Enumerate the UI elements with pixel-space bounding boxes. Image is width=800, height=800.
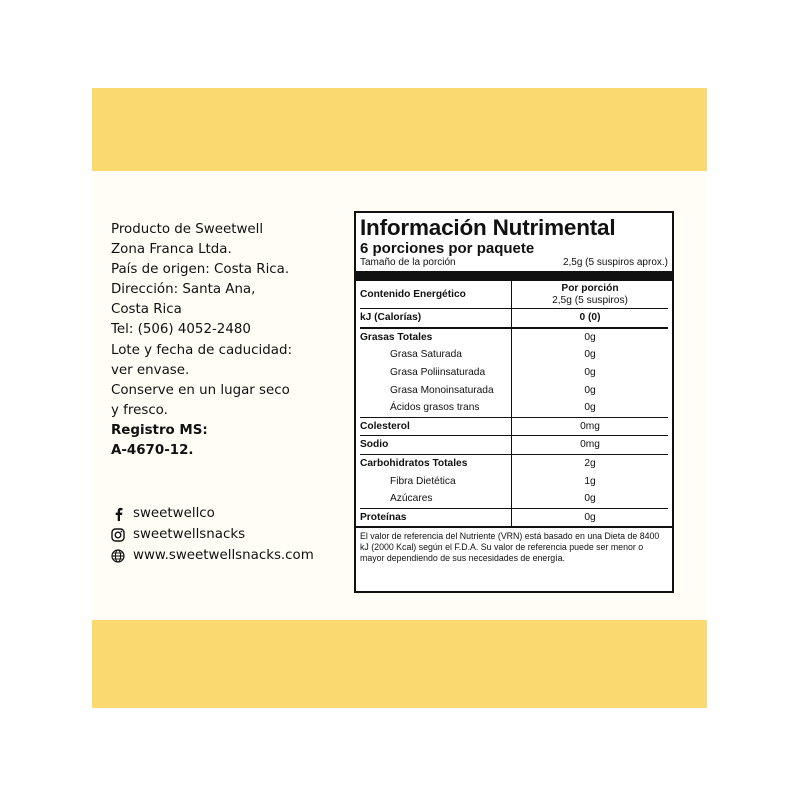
nutrient-label: Proteínas [360,508,512,526]
nutrition-title: Información Nutrimental [360,215,616,240]
website-link[interactable] [111,545,314,566]
info-line: Conserve en un lugar seco [111,382,290,398]
nutrient-value: 0g [512,328,669,347]
per-serving-subtitle: 2,5g (5 suspiros) [552,294,628,306]
manufacturer-info [111,220,346,461]
nutrient-value: 0mg [512,436,669,455]
nutrient-label: Grasa Saturada [390,349,462,361]
info-line: Producto de Sweetwell [111,222,264,237]
info-line: Lote y fecha de caducidad: [111,342,292,358]
info-line: Dirección: Santa Ana, [111,282,256,298]
servings-per-package: 6 porciones por paquete [360,240,535,257]
nutrient-label: Colesterol [360,417,512,436]
nutrient-label: Ácidos grasos trans [390,402,480,414]
nutrient-value: 0g [512,508,669,526]
nutrient-row [360,399,668,417]
nutrient-value: 0g [512,381,669,399]
nutrient-value: 2g [512,454,669,472]
nutrient-label: Sodio [360,436,512,455]
globe-icon [111,549,125,563]
nutrient-label: Fibra Dietética [390,475,456,487]
nutrient-value: 0mg [512,417,669,436]
column-header-row [360,281,668,309]
nutrient-table [360,281,668,526]
nutrient-label: Azúcares [390,493,433,505]
nutrient-value: 1g [512,472,669,490]
info-line: Tel: (506) 4052-2480 [111,322,251,338]
info-line: País de origen: Costa Rica. [111,262,290,278]
energy-row [360,309,668,328]
energy-header-label: Contenido Energético [360,289,466,300]
website-url: www.sweetwellsnacks.com [133,548,314,563]
nutrient-row [360,454,668,472]
serving-size-row [360,257,668,268]
nutrient-row [360,328,668,347]
per-serving-header [512,281,669,309]
info-line: Costa Rica [111,302,182,318]
thick-divider [356,271,672,281]
serving-size-value: 2,5g (5 suspiros aprox.) [562,257,668,268]
nutrient-row [360,364,668,382]
nutrient-row [360,417,668,436]
facebook-link[interactable] [111,503,314,524]
facebook-handle: sweetwellco [133,506,215,521]
nutrient-value: 0g [512,346,669,364]
info-line: ver envase. [111,362,190,378]
per-serving-title: Por porción [561,282,619,294]
nutrient-row [360,472,668,490]
instagram-icon [111,528,125,542]
serving-size-label: Tamaño de la porción [360,257,456,268]
nutrient-row [360,490,668,508]
info-line: Registro MS: [111,422,208,438]
nutrient-value: 0g [512,399,669,417]
info-line: Zona Franca Ltda. [111,242,232,258]
nutrient-row [360,381,668,399]
info-line: A-4670-12. [111,443,194,459]
top-yellow-band [92,88,707,171]
nutrient-value: 0g [512,364,669,382]
nutrient-row [360,508,668,526]
bottom-yellow-band [92,620,707,708]
nutrient-value: 0g [512,490,669,508]
info-line: y fresco. [111,402,168,418]
nutrient-label: Carbohidratos Totales [360,454,512,472]
nutrient-label: Grasa Poliinsaturada [390,367,486,379]
instagram-handle: sweetwellsnacks [133,527,246,542]
nutrient-row [360,436,668,455]
facebook-icon [111,507,125,521]
energy-label: kJ (Calorías) [360,309,512,328]
nutrient-row [360,346,668,364]
nutrient-label: Grasas Totales [360,328,512,347]
reference-footnote: El valor de referencia del Nutriente (VRN) está basado en una Dieta de 8400 kJ (2000 Kcal) según el F.D.A. Su valor de referencia puede ser menor o mayor dependiendo de sus necesidades de energía. [356,526,672,564]
instagram-link[interactable] [111,524,314,545]
energy-value: 0 (0) [512,309,669,328]
nutrient-label: Grasa Monoinsaturada [390,384,494,396]
nutrition-facts-table [354,211,674,593]
social-links [111,503,314,566]
